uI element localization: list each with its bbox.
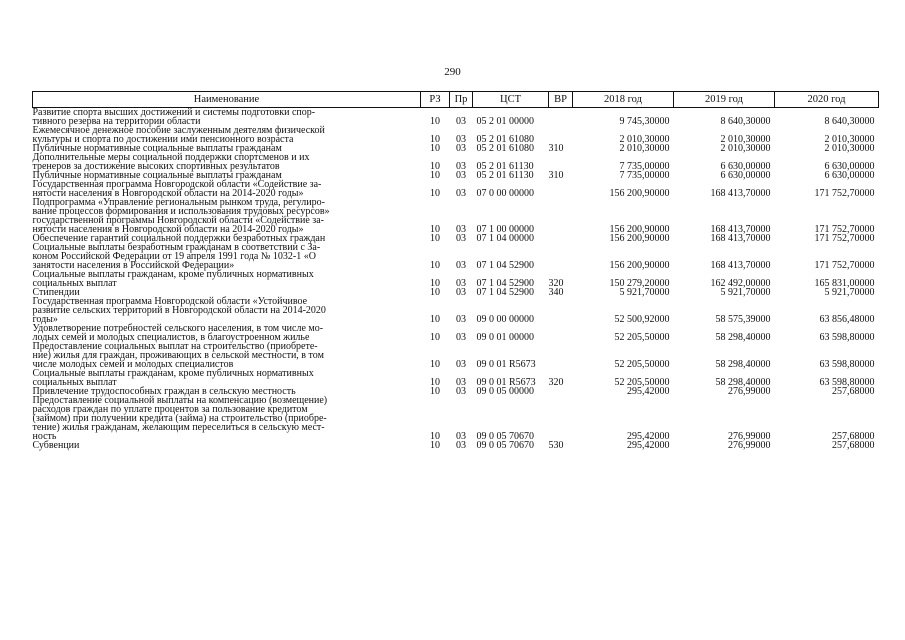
cell-rz: 10 xyxy=(430,377,440,388)
cell-name-line: Субвенции xyxy=(32,440,80,451)
cell-2020: 5 921,70000 xyxy=(824,287,875,298)
cell-2019: 168 413,70000 xyxy=(710,260,771,271)
cell-rz: 10 xyxy=(430,161,440,172)
cell-rz: 10 xyxy=(430,386,440,397)
cell-name xyxy=(33,198,421,234)
cell-pr: 03 xyxy=(456,143,466,154)
cell-2020: 6 630,00000 xyxy=(824,170,875,181)
header-2020: 2020 год xyxy=(775,92,879,108)
cell-2018: 52 205,50000 xyxy=(614,377,670,388)
cell-2019: 8 640,30000 xyxy=(720,116,771,127)
cell-2019: 276,99000 xyxy=(728,440,771,451)
cell-name-line: нятости населения в Новгородской области на 2014-2020 годы» xyxy=(32,188,304,199)
cell-name-line: Социальные выплаты гражданам, кроме публичных нормативных xyxy=(32,368,314,379)
table-row xyxy=(33,198,879,234)
cell-vr: 310 xyxy=(548,143,564,154)
cell-name xyxy=(33,297,421,324)
cell-vr xyxy=(549,153,573,171)
cell-2018: 7 735,00000 xyxy=(619,161,670,172)
cell-2018: 295,42000 xyxy=(627,431,670,442)
cell-vr xyxy=(549,234,573,243)
cell-rz: 10 xyxy=(430,134,440,145)
cell-pr: 03 xyxy=(456,260,466,271)
table-row xyxy=(33,324,879,342)
cell-cst: 09 0 05 00000 xyxy=(476,386,534,397)
cell-2020: 165 831,00000 xyxy=(814,278,875,289)
header-name: Наименование xyxy=(33,92,421,108)
cell-2019: 162 492,00000 xyxy=(710,278,771,289)
cell-2018: 2 010,30000 xyxy=(619,134,670,145)
header-rz: РЗ xyxy=(421,92,450,108)
cell-pr: 03 xyxy=(456,116,466,127)
cell-2020: 171 752,70000 xyxy=(814,233,875,244)
cell-rz: 10 xyxy=(430,314,440,325)
cell-name-line: занятости населения в Российской Федерации» xyxy=(32,260,235,271)
page-number: 290 xyxy=(444,66,461,78)
cell-vr xyxy=(549,297,573,324)
cell-name-line: Публичные нормативные социальные выплаты гражданам xyxy=(32,143,282,154)
cell-2019: 58 298,40000 xyxy=(715,359,771,370)
cell-name-line: Развитие спорта высших достижений и системы подготовки спор- xyxy=(32,107,316,118)
cell-cst: 07 1 04 52900 xyxy=(476,287,534,298)
cell-name-line: Публичные нормативные социальные выплаты гражданам xyxy=(32,170,282,181)
cell-pr: 03 xyxy=(456,332,466,343)
cell-name-line: развитие сельских территорий в Новгородской области на 2014-2020 xyxy=(32,305,326,316)
cell-vr xyxy=(549,396,573,441)
cell-2019: 276,99000 xyxy=(728,386,771,397)
cell-2020: 257,68000 xyxy=(832,440,875,451)
cell-cst: 05 2 01 61080 xyxy=(476,143,534,154)
cell-2019: 2 010,30000 xyxy=(720,134,771,145)
cell-name-line: Социальные выплаты гражданам, кроме публичных нормативных xyxy=(32,269,314,280)
cell-name-line: Удовлетворение потребностей сельского населения, в том числе мо- xyxy=(32,323,324,334)
table-row xyxy=(33,297,879,324)
table-row xyxy=(33,108,879,127)
cell-cst: 09 0 05 70670 xyxy=(476,431,534,442)
cell-name-line: числе молодых семей и молодых специалистов xyxy=(32,359,234,370)
cell-2019: 2 010,30000 xyxy=(720,143,771,154)
cell-pr: 03 xyxy=(456,386,466,397)
cell-name-line: тренеров за достижение высоких спортивных результатов xyxy=(32,161,280,172)
cell-2018: 156 200,90000 xyxy=(609,233,670,244)
cell-name-line: ность xyxy=(32,431,57,442)
cell-name-line: тение) жилья гражданам, желающим переселиться в сельскую мест- xyxy=(32,422,325,433)
cell-cst: 05 2 01 00000 xyxy=(476,116,534,127)
cell-rz: 10 xyxy=(430,143,440,154)
cell-2018: 5 921,70000 xyxy=(619,287,670,298)
cell-name-line: тивного резерва на территории области xyxy=(32,116,201,127)
table-header-row xyxy=(33,92,879,108)
cell-2019: 5 921,70000 xyxy=(720,287,771,298)
cell-name-line: Подпрограмма «Управление региональным рынком труда, регулиро- xyxy=(32,197,325,208)
cell-2020: 63 598,80000 xyxy=(819,359,875,370)
cell-2018: 52 205,50000 xyxy=(614,359,670,370)
cell-name xyxy=(33,108,421,127)
cell-name-line: ние) жилья для граждан, проживающих в сельской местности, в том xyxy=(32,350,324,361)
cell-name xyxy=(33,270,421,288)
cell-2018: 156 200,90000 xyxy=(609,260,670,271)
cell-2018: 52 500,92000 xyxy=(614,314,670,325)
cell-name xyxy=(33,153,421,171)
cell-cst: 07 1 04 52900 xyxy=(476,260,534,271)
cell-2018: 156 200,90000 xyxy=(609,188,670,199)
cell-2018: 295,42000 xyxy=(627,386,670,397)
cell-2019: 6 630,00000 xyxy=(720,161,771,172)
cell-name xyxy=(33,369,421,387)
cell-vr xyxy=(549,198,573,234)
cell-cst: 05 2 01 61080 xyxy=(476,134,534,145)
cell-2019: 6 630,00000 xyxy=(720,170,771,181)
header-2018: 2018 год xyxy=(573,92,674,108)
cell-vr: 340 xyxy=(548,287,564,298)
cell-vr xyxy=(549,243,573,270)
cell-rz: 10 xyxy=(430,278,440,289)
cell-pr: 03 xyxy=(456,314,466,325)
cell-name-line: Ежемесячное денежное пособие заслуженным деятелям физической xyxy=(32,125,325,136)
cell-2018: 295,42000 xyxy=(627,440,670,451)
cell-2020: 8 640,30000 xyxy=(824,116,875,127)
cell-cst: 09 0 01 00000 xyxy=(476,332,534,343)
header-cst: ЦСТ xyxy=(473,92,549,108)
cell-name xyxy=(33,324,421,342)
cell-2020: 63 856,48000 xyxy=(819,314,875,325)
cell-2020: 63 598,80000 xyxy=(819,332,875,343)
cell-rz: 10 xyxy=(430,224,440,235)
cell-pr: 03 xyxy=(456,377,466,388)
cell-2019: 58 298,40000 xyxy=(715,332,771,343)
cell-2020: 257,68000 xyxy=(832,386,875,397)
table-row xyxy=(33,180,879,198)
cell-name-line: Дополнительные меры социальной поддержки спортсменов и их xyxy=(32,152,310,163)
cell-2018: 2 010,30000 xyxy=(619,143,670,154)
table-row xyxy=(33,441,879,450)
cell-pr: 03 xyxy=(456,440,466,451)
cell-name xyxy=(33,396,421,441)
cell-rz: 10 xyxy=(430,233,440,244)
cell-rz: 10 xyxy=(430,287,440,298)
cell-vr xyxy=(549,387,573,396)
cell-name-line: Обеспечение гарантий социальной поддержки безработных граждан xyxy=(32,233,326,244)
cell-pr: 03 xyxy=(456,161,466,172)
cell-2018: 9 745,30000 xyxy=(619,116,670,127)
cell-2020: 171 752,70000 xyxy=(814,260,875,271)
cell-2020: 171 752,70000 xyxy=(814,188,875,199)
cell-name xyxy=(33,243,421,270)
cell-name xyxy=(33,441,421,450)
cell-vr xyxy=(549,108,573,127)
cell-pr: 03 xyxy=(456,224,466,235)
cell-name-line: Предоставление социальной выплаты на компенсацию (возмещение) xyxy=(32,395,328,406)
cell-pr: 03 xyxy=(456,134,466,145)
cell-name-line: Предоставление социальных выплат на строительство (приобрете- xyxy=(32,341,318,352)
cell-name xyxy=(33,126,421,144)
cell-rz: 10 xyxy=(430,431,440,442)
cell-cst: 07 1 04 00000 xyxy=(476,233,534,244)
cell-2018: 150 279,20000 xyxy=(609,278,670,289)
cell-name-line: культуры и спорта по достижении ими пенсионного возраста xyxy=(32,134,294,145)
table-row xyxy=(33,369,879,387)
cell-vr: 320 xyxy=(548,278,564,289)
cell-2018: 7 735,00000 xyxy=(619,170,670,181)
cell-rz: 10 xyxy=(430,359,440,370)
cell-rz: 10 xyxy=(430,188,440,199)
cell-vr: 310 xyxy=(548,170,564,181)
cell-2020: 6 630,00000 xyxy=(824,161,875,172)
cell-pr: 03 xyxy=(456,287,466,298)
cell-cst: 07 1 00 00000 xyxy=(476,224,534,235)
cell-2018: 156 200,90000 xyxy=(609,224,670,235)
cell-name-line: Государственная программа Новгородской области «Устойчивое xyxy=(32,296,308,307)
cell-name-line: Государственная программа Новгородской области «Содействие за- xyxy=(32,179,322,190)
cell-rz: 10 xyxy=(430,440,440,451)
cell-name-line: государственной программы Новгородской области «Содействие за- xyxy=(32,215,324,226)
cell-2019: 276,99000 xyxy=(728,431,771,442)
cell-pr: 03 xyxy=(456,431,466,442)
cell-cst: 09 0 01 R5673 xyxy=(476,359,536,370)
cell-name-line: лодых семей и молодых специалистов, в благоустроенном жилье xyxy=(32,332,310,343)
cell-vr xyxy=(549,126,573,144)
cell-name-line: Стипендии xyxy=(32,287,80,298)
cell-cst: 09 0 05 70670 xyxy=(476,440,534,451)
cell-rz: 10 xyxy=(430,170,440,181)
cell-vr xyxy=(549,180,573,198)
table-row xyxy=(33,153,879,171)
cell-2020: 171 752,70000 xyxy=(814,224,875,235)
cell-vr: 320 xyxy=(548,377,564,388)
cell-cst: 05 2 01 61130 xyxy=(476,170,534,181)
cell-2020: 63 598,80000 xyxy=(819,377,875,388)
cell-name-line: (займом) при получении кредита (займа) на строительство (приобре- xyxy=(32,413,327,424)
cell-2019: 58 298,40000 xyxy=(715,377,771,388)
cell-pr: 03 xyxy=(456,170,466,181)
header-vr: ВР xyxy=(549,92,573,108)
cell-2019: 168 413,70000 xyxy=(710,233,771,244)
cell-name-line: Привлечение трудоспособных граждан в сельскую местность xyxy=(32,386,296,397)
cell-2020: 2 010,30000 xyxy=(824,134,875,145)
cell-2020: 2 010,30000 xyxy=(824,143,875,154)
cell-2019: 168 413,70000 xyxy=(710,224,771,235)
cell-cst: 05 2 01 61130 xyxy=(476,161,534,172)
cell-pr: 03 xyxy=(456,188,466,199)
cell-cst: 07 1 04 52900 xyxy=(476,278,534,289)
table-row xyxy=(33,342,879,369)
cell-rz: 10 xyxy=(430,116,440,127)
cell-name-line: вание процессов формирования и использования трудовых ресурсов» xyxy=(32,206,330,217)
cell-name-line: нятости населения в Новгородской области на 2014-2020 годы» xyxy=(32,224,304,235)
cell-name-line: социальных выплат xyxy=(32,278,117,289)
header-pr: Пр xyxy=(450,92,473,108)
cell-vr: 530 xyxy=(548,440,564,451)
cell-cst: 09 0 01 R5673 xyxy=(476,377,536,388)
cell-vr xyxy=(549,324,573,342)
table-row xyxy=(33,396,879,441)
cell-2019: 168 413,70000 xyxy=(710,188,771,199)
table-body xyxy=(33,108,879,451)
cell-name-line: годы» xyxy=(32,314,58,325)
cell-name-line: коном Российской Федерации от 19 апреля 1991 года № 1032-1 «О xyxy=(32,251,316,262)
table-row xyxy=(33,270,879,288)
cell-name-line: расходов граждан по уплате процентов за пользование кредитом xyxy=(32,404,308,415)
cell-2018: 52 205,50000 xyxy=(614,332,670,343)
header-2019: 2019 год xyxy=(674,92,775,108)
table-row xyxy=(33,126,879,144)
table-row xyxy=(33,243,879,270)
cell-rz: 10 xyxy=(430,260,440,271)
cell-2020: 257,68000 xyxy=(832,431,875,442)
cell-cst: 09 0 00 00000 xyxy=(476,314,534,325)
cell-name xyxy=(33,342,421,369)
cell-pr: 03 xyxy=(456,233,466,244)
cell-cst: 07 0 00 00000 xyxy=(476,188,534,199)
cell-2019: 58 575,39000 xyxy=(715,314,771,325)
cell-name-line: Социальные выплаты безработным гражданам в соответствии с За- xyxy=(32,242,321,253)
budget-table xyxy=(32,91,879,450)
cell-name-line: социальных выплат xyxy=(32,377,117,388)
cell-rz: 10 xyxy=(430,332,440,343)
cell-pr: 03 xyxy=(456,359,466,370)
cell-vr xyxy=(549,342,573,369)
cell-name xyxy=(33,180,421,198)
cell-pr: 03 xyxy=(456,278,466,289)
